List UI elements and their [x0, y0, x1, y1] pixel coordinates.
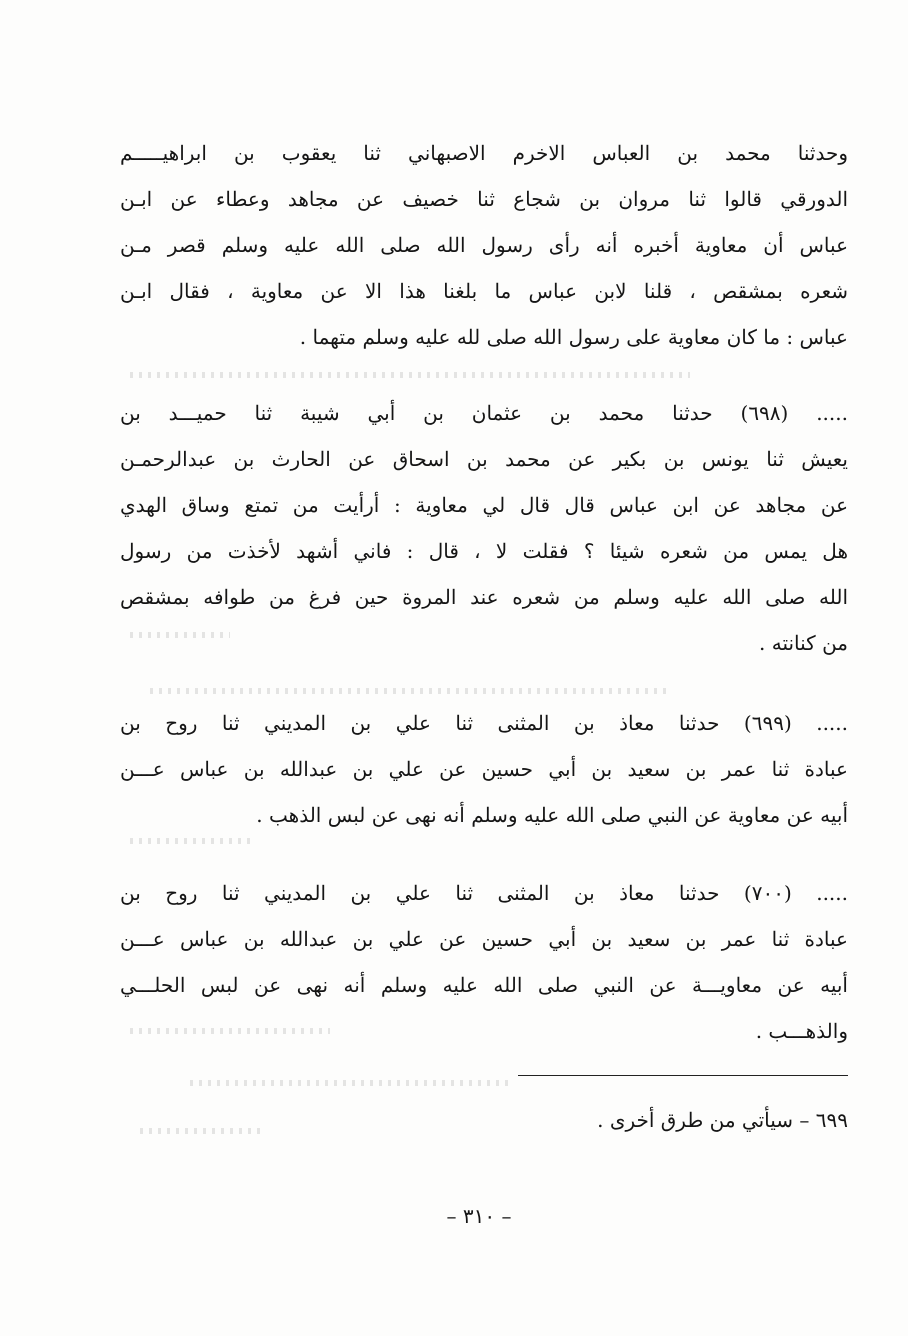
text-line: ..... (٦٩٩) حدثنا معاذ بن المثنى ثنا علي بن المديني ثنا روح بن [120, 711, 848, 735]
scan-speckle [190, 1080, 510, 1086]
page-number: – ٣١٠ – [446, 1204, 512, 1228]
text-line: شعره بمشقص ، قلنا لابن عباس ما بلغنا هذا الا عن معاوية ، فقال ابـن [120, 279, 848, 303]
paragraph-hadith-698 [120, 390, 848, 666]
text-line: أبيه عن معاوية عن النبي صلى الله عليه وسلم أنه نهى عن لبس الذهب . [256, 803, 848, 827]
text-line: والذهـــب . [755, 1019, 848, 1043]
text-line: عبادة ثنا عمر بن سعيد بن أبي حسين عن علي بن عبدالله بن عباس عـــن [120, 927, 848, 951]
text-line: عباس : ما كان معاوية على رسول الله صلى لله عليه وسلم متهما . [299, 325, 848, 349]
scan-speckle [150, 688, 670, 694]
scan-speckle [130, 372, 690, 378]
text-line: وحدثنا محمد بن العباس الاخرم الاصبهاني ثنا يعقوب بن ابراهيـــــم [120, 141, 848, 165]
text-line: يعيش ثنا يونس بن بكير عن محمد بن اسحاق عن الحارث بن عبدالرحمـن [120, 447, 848, 471]
footnote: ٦٩٩ – سيأتي من طرق أخرى . [597, 1108, 848, 1132]
text-line: عباس أن معاوية أخبره أنه رأى رسول الله صلى الله عليه وسلم قصر مـن [120, 233, 848, 257]
text-line: ..... (٦٩٨) حدثنا محمد بن عثمان بن أبي شيبة ثنا حميـــد بن [120, 401, 848, 425]
text-line: الدورقي قالوا ثنا مروان بن شجاع ثنا خصيف عن مجاهد وعطاء عن ابـن [120, 187, 848, 211]
footnote-divider [518, 1075, 848, 1076]
text-line: من كنانته . [759, 631, 848, 655]
text-line: الله صلى الله عليه وسلم من شعره عند المروة حين فرغ من طوافه بمشقص [120, 585, 848, 609]
text-line: عبادة ثنا عمر بن سعيد بن أبي حسين عن علي بن عبدالله بن عباس عـــن [120, 757, 848, 781]
text-line: أبيه عن معاويـــة عن النبي صلى الله عليه وسلم أنه نهى عن لبس الحلـــي [120, 973, 848, 997]
text-line: عن مجاهد عن ابن عباس قال قال لي معاوية : أرأيت من تمتع وساق الهدي [120, 493, 848, 517]
text-line: ..... (٧٠٠) حدثنا معاذ بن المثنى ثنا علي بن المديني ثنا روح بن [120, 881, 848, 905]
scan-speckle [130, 838, 250, 844]
scan-speckle [140, 1128, 260, 1134]
paragraph-hadith-700 [120, 870, 848, 1054]
paragraph-hadith-intro [120, 130, 848, 360]
paragraph-hadith-699 [120, 700, 848, 838]
text-line: هل يمس من شعره شيئا ؟ فقلت لا ، قال : فاني أشهد لأخذت من رسول [120, 539, 848, 563]
